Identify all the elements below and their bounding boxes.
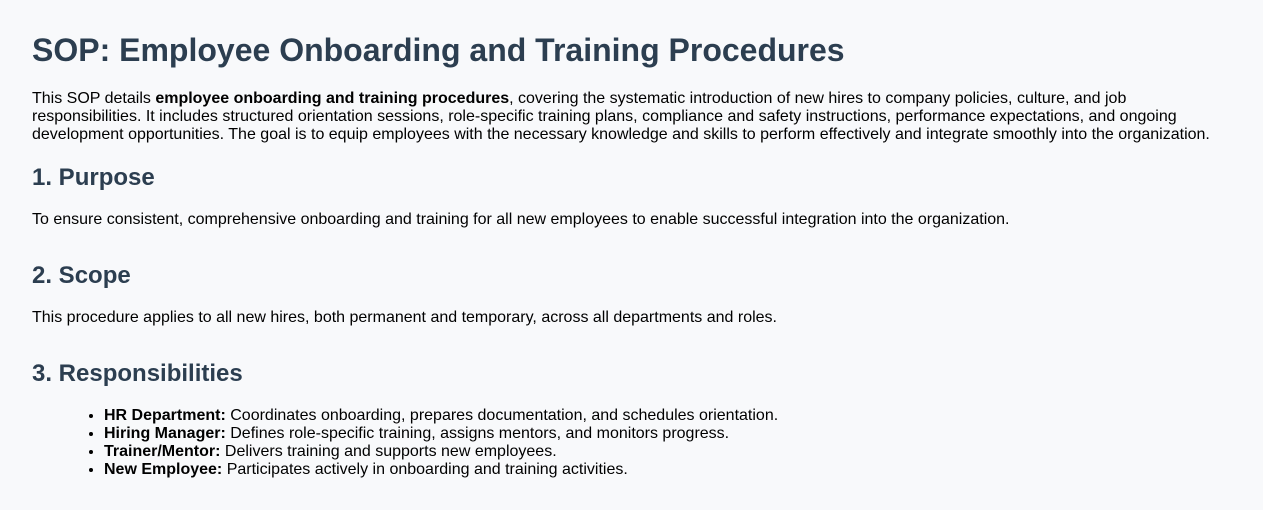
role-description: Coordinates onboarding, prepares documentation, and schedules orientation.: [225, 407, 779, 424]
role-description: Participates actively in onboarding and training activities.: [222, 461, 628, 478]
intro-bold: employee onboarding and training procedures: [155, 90, 510, 107]
list-item: [104, 425, 778, 443]
purpose-text: To ensure consistent, comprehensive onboarding and training for all new employees to enable successful integration into the organization.: [32, 211, 1010, 228]
intro-suffix: , covering the systematic introduction of new hires to company policies, culture, and job responsibilities. It includes structured orientation sessions, role-specific training plans, compliance and safety instructions, performance expectations, and ongoing development opportunities. The goal is to equip employees with the necessary knowledge and skills to perform effectively and integrate smoothly into the organization.: [32, 90, 1210, 143]
page-title: SOP: Employee Onboarding and Training Procedures: [32, 32, 845, 68]
responsibilities-heading: 3. Responsibilities: [32, 360, 243, 387]
intro-paragraph: [32, 90, 1227, 144]
intro-prefix: This SOP details: [32, 90, 156, 107]
role-description: Delivers training and supports new employees.: [220, 443, 557, 460]
role-label: New Employee:: [104, 461, 223, 478]
role-label: Hiring Manager:: [104, 425, 226, 442]
scope-text: This procedure applies to all new hires, both permanent and temporary, across all departments and roles.: [32, 309, 777, 326]
purpose-heading: 1. Purpose: [32, 164, 155, 191]
list-item: [104, 407, 778, 425]
role-label: HR Department:: [104, 407, 226, 424]
list-item: [104, 443, 778, 461]
role-description: Defines role-specific training, assigns mentors, and monitors progress.: [225, 425, 730, 442]
responsibilities-list: [32, 407, 778, 479]
scope-heading: 2. Scope: [32, 262, 131, 289]
list-item: [104, 461, 778, 479]
role-label: Trainer/Mentor:: [104, 443, 221, 460]
